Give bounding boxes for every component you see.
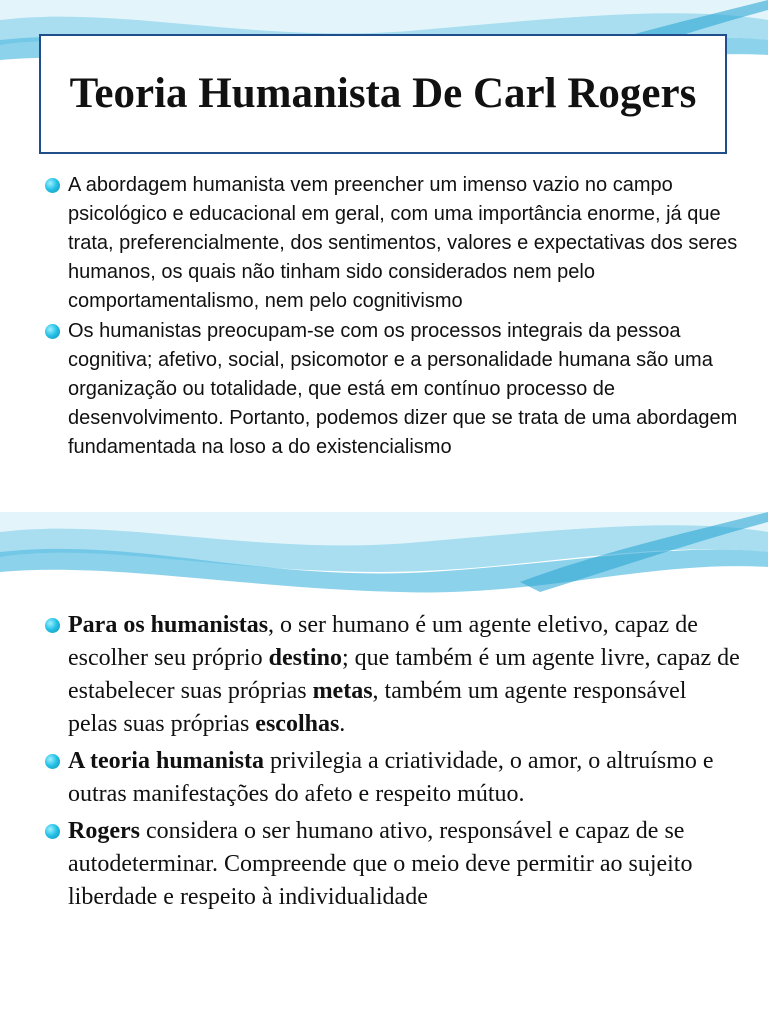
list-item [40, 745, 740, 811]
bullet-text: . [339, 711, 346, 737]
bullet-text: , também um agente responsável pelas suas próprias [68, 678, 687, 737]
bold-text: destino [268, 645, 342, 671]
bold-text: Rogers [68, 818, 140, 844]
slide-2 [0, 512, 768, 1024]
slide-title: Teoria Humanista De Carl Rogers [69, 70, 697, 117]
list-item [40, 317, 740, 462]
list-item [40, 815, 740, 914]
bullet-text: A abordagem humanista vem preencher um imenso vazio no campo psicológico e educacional em geral, com uma importância enorme, já que trata, preferencialmente, dos sentimentos, valores e expectativas dos seres humanos, os quais não tinham sido considerados nem pelo comportamentalismo, nem pelo cognitivismo [68, 174, 738, 312]
bullet-dot-icon [45, 178, 60, 193]
bold-text: Para os humanistas [68, 612, 269, 638]
bullet-text: considera o ser humano ativo, responsável e capaz de se autodeterminar. Compreende que o meio deve permitir ao sujeito liberdade e respeito à individualidade [68, 818, 693, 910]
title-box [39, 34, 727, 154]
bold-text: metas [312, 678, 373, 704]
bullet-text: privilegia a criatividade, o amor, o altruísmo e outras manifestações do afeto e respeito mútuo. [68, 748, 714, 807]
bullet-dot-icon [45, 754, 60, 769]
bullet-text: Os humanistas preocupam-se com os processos integrais da pessoa cognitiva; afetivo, social, psicomotor e a personalidade humana são uma organização ou totalidade, que está em contínuo processo de desenvolvimento. Portanto, podemos dizer que se trata de uma abordagem fundamentada na loso a do existencialismo [68, 320, 738, 458]
bullet-text: , o ser humano é um agente eletivo, capaz de escolher seu próprio [68, 612, 698, 671]
bold-text: escolhas [255, 711, 340, 737]
bullet-list [40, 171, 740, 463]
bullet-dot-icon [45, 824, 60, 839]
bold-text: A teoria humanista [68, 748, 265, 774]
list-item [40, 171, 740, 316]
bullet-list [40, 609, 740, 918]
list-item [40, 609, 740, 741]
bullet-dot-icon [45, 618, 60, 633]
bullet-dot-icon [45, 324, 60, 339]
bullet-text: ; que também é um agente livre, capaz de estabelecer suas próprias [68, 645, 740, 704]
